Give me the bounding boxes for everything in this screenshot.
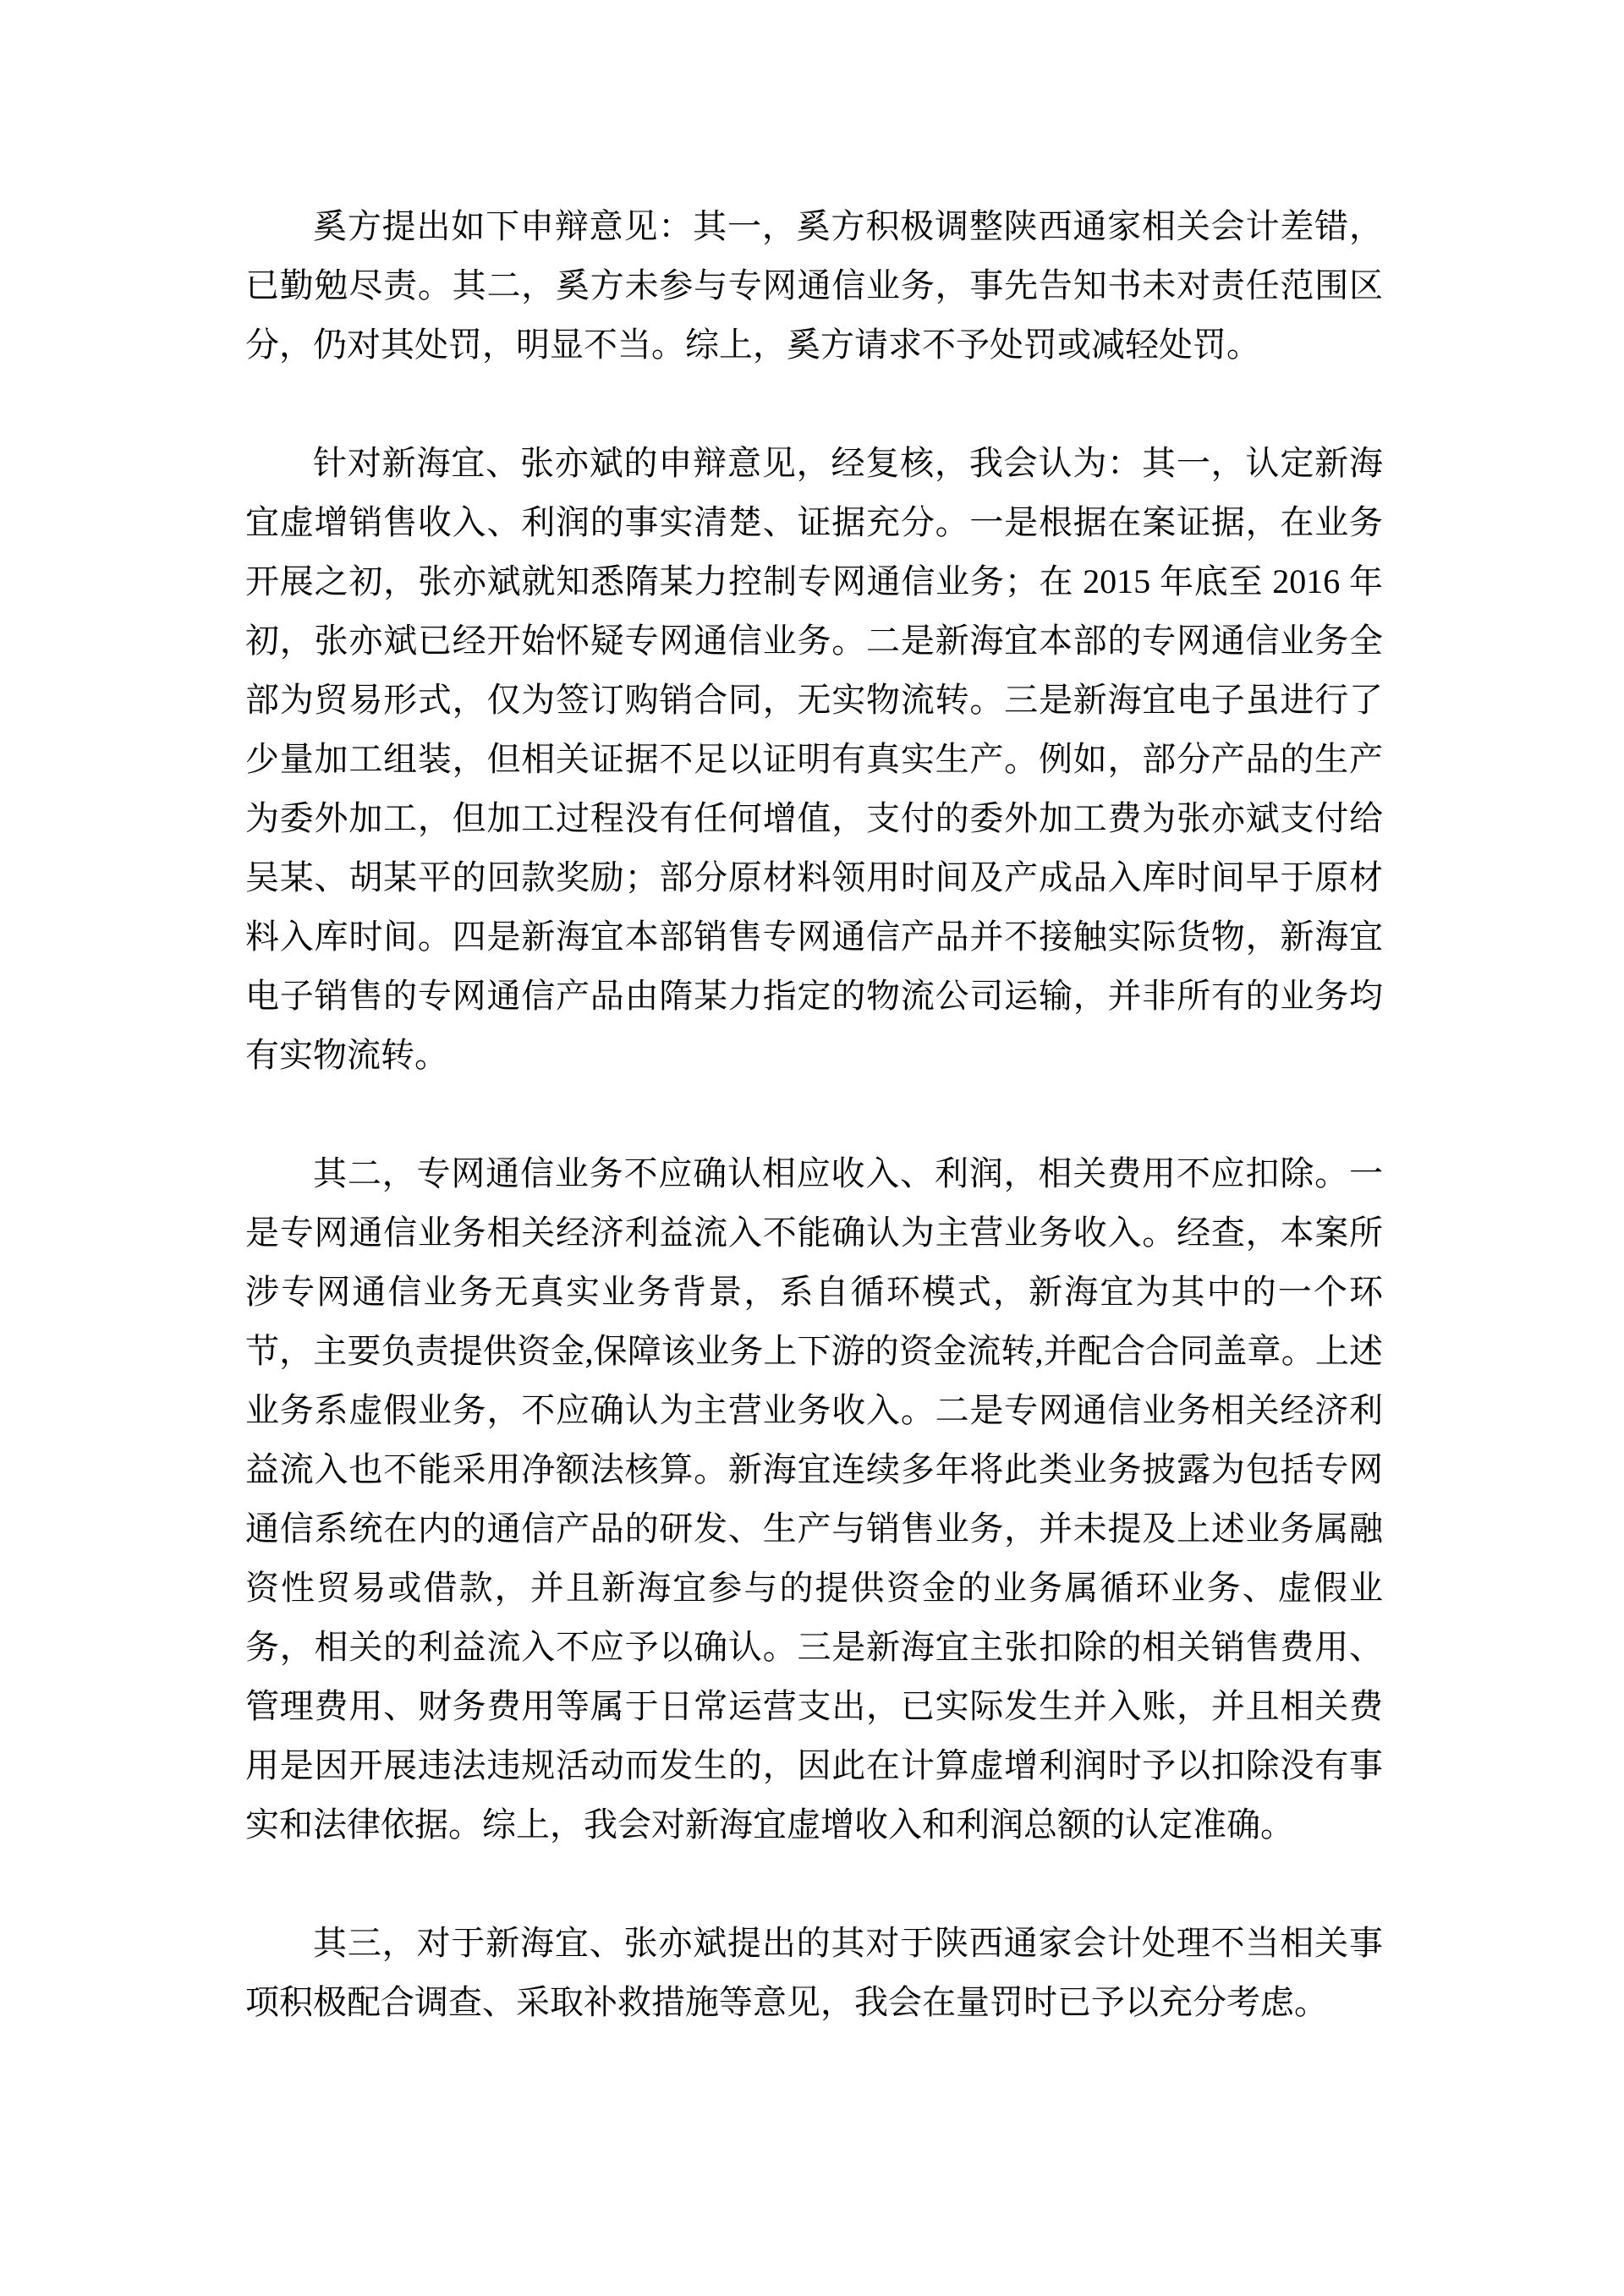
paragraph-review-point-two: 其二，专网通信业务不应确认相应收入、利润，相关费用不应扣除。一是专网通信业务相关经济利益流入不能确认为主营业务收入。经查，本案所涉专网通信业务无真实业务背景，系自循环模式，新海宜为其中的一个环节，主要负责提供资金,保障该业务上下游的资金流转,并配合合同盖章。上述业务系虚假业务，不应确认为主营业务收入。二是专网通信业务相关经济利益流入也不能采用净额法核算。新海宜连续多年将此类业务披露为包括专网通信系统在内的通信产品的研发、生产与销售业务，并未提及上述业务属融资性贸易或借款，并且新海宜参与的提供资金的业务属循环业务、虚假业务，相关的利益流入不应予以确认。三是新海宜主张扣除的相关销售费用、管理费用、财务费用等属于日常运营支出，已实际发生并入账，并且相关费用是因开展违法违规活动而发生的，因此在计算虚增利润时予以扣除没有事实和法律依据。综上，我会对新海宜虚增收入和利润总额的认定准确。 [245,1154,1383,1844]
paragraph-defense-opinion: 奚方提出如下申辩意见：其一，奚方积极调整陕西通家相关会计差错，已勤勉尽责。其二，奚方未参与专网通信业务，事先告知书未对责任范围区分，仍对其处罚，明显不当。综上，奚方请求不予处罚或减轻处罚。 [245,207,1383,364]
paragraph-review-point-three: 其三，对于新海宜、张亦斌提出的其对于陕西通家会计处理不当相关事项积极配合调查、采取补救措施等意见，我会在量罚时已予以充分考虑。 [245,1924,1383,2021]
paragraph-review-point-one: 针对新海宜、张亦斌的申辩意见，经复核，我会认为：其一，认定新海宜虚增销售收入、利润的事实清楚、证据充分。一是根据在案证据，在业务开展之初，张亦斌就知悉隋某力控制专网通信业务；在 2015 年底至 2016 年初，张亦斌已经开始怀疑专网通信业务。二是新海宜本部的专网通信业务全部为贸易形式，仅为签订购销合同，无实物流转。三是新海宜电子虽进行了少量加工组装，但相关证据不足以证明有真实生产。例如，部分产品的生产为委外加工，但加工过程没有任何增值，支付的委外加工费为张亦斌支付给吴某、胡某平的回款奖励；部分原材料领用时间及产成品入库时间早于原材料入库时间。四是新海宜本部销售专网通信产品并不接触实际货物，新海宜电子销售的专网通信产品由隋某力指定的物流公司运输，并非所有的业务均有实物流转。 [245,444,1383,1074]
